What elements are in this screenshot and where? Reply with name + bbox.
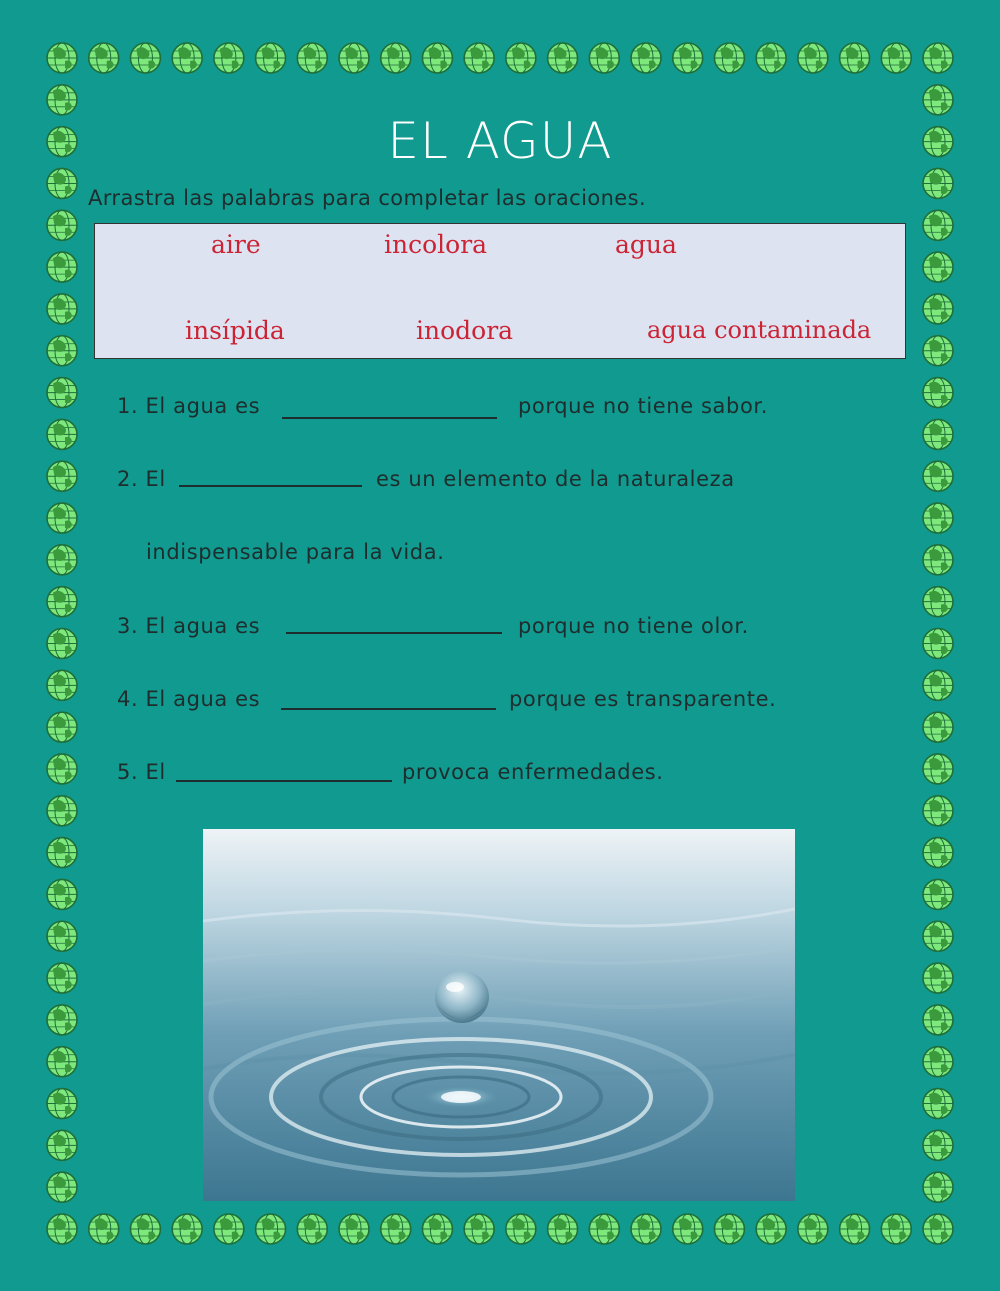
globe-icon [47, 545, 77, 575]
globe-icon [923, 210, 953, 240]
globe-icon [506, 43, 536, 73]
globe-icon [923, 1172, 953, 1202]
sentence-2-ending: es un elemento de la naturaleza [376, 467, 735, 491]
globe-icon [923, 545, 953, 575]
globe-icon [47, 629, 77, 659]
draggable-word-insipida[interactable]: insípida [185, 316, 285, 345]
water-drop-icon [435, 971, 489, 1023]
globe-icon [923, 168, 953, 198]
drop-blank-1[interactable] [282, 395, 497, 419]
draggable-word-incolora[interactable]: incolora [384, 230, 488, 259]
draggable-word-agua[interactable]: agua [615, 230, 677, 259]
globe-icon [923, 838, 953, 868]
draggable-word-inodora[interactable]: inodora [416, 316, 514, 345]
globe-icon [339, 43, 369, 73]
sentence-number: 4. [117, 687, 139, 711]
sentence-3-ending: porque no tiene olor. [518, 614, 749, 638]
draggable-word-aire[interactable]: aire [211, 230, 261, 259]
worksheet-title: EL AGUA [387, 112, 613, 170]
sentence-number: 5. [117, 760, 139, 784]
globe-icon [923, 670, 953, 700]
globe-icon [923, 461, 953, 491]
globe-icon [464, 43, 494, 73]
drop-blank-4[interactable] [281, 686, 496, 710]
globe-icon [47, 838, 77, 868]
globe-icon [47, 670, 77, 700]
sentence-5-ending: provoca enfermedades. [402, 760, 664, 784]
globe-icon [172, 43, 202, 73]
globe-icon [47, 252, 77, 282]
globe-icon [297, 1214, 327, 1244]
drop-blank-5[interactable] [176, 758, 392, 782]
globe-icon [798, 1214, 828, 1244]
sentence-number: 1. [117, 394, 139, 418]
globe-icon [381, 1214, 411, 1244]
globe-icon [47, 1130, 77, 1160]
globe-icon [47, 461, 77, 491]
sentence-5 [117, 760, 166, 784]
drop-blank-2[interactable] [179, 463, 362, 487]
globe-icon [714, 1214, 744, 1244]
globe-icon [381, 43, 411, 73]
globe-icon [548, 1214, 578, 1244]
sentence-text-before: El [145, 467, 166, 491]
globe-icon [923, 252, 953, 282]
globe-icon [923, 378, 953, 408]
globe-icon [256, 1214, 286, 1244]
globe-icon [47, 754, 77, 784]
globe-icon [47, 503, 77, 533]
globe-icon [47, 43, 77, 73]
drop-blank-3[interactable] [286, 610, 502, 634]
sentence-4-ending: porque es transparente. [509, 687, 777, 711]
globe-icon [756, 1214, 786, 1244]
globe-icon [47, 1089, 77, 1119]
sentence-text-before: El agua es [145, 394, 261, 418]
globe-icon [923, 43, 953, 73]
globe-icon [923, 629, 953, 659]
globe-icon [47, 419, 77, 449]
instruction-text: Arrastra las palabras para completar las oraciones. [88, 186, 647, 210]
globe-icon [506, 1214, 536, 1244]
globe-icon [47, 378, 77, 408]
globe-icon [923, 1047, 953, 1077]
globe-icon [673, 1214, 703, 1244]
globe-icon [881, 43, 911, 73]
sentence-text-before: El agua es [145, 614, 261, 638]
globe-icon [714, 43, 744, 73]
globe-icon [589, 43, 619, 73]
globe-icon [214, 1214, 244, 1244]
globe-icon [47, 1005, 77, 1035]
globe-icon [923, 921, 953, 951]
globe-icon [47, 210, 77, 240]
globe-icon [923, 419, 953, 449]
globe-icon [47, 712, 77, 742]
sentence-4 [117, 687, 260, 711]
globe-icon [47, 85, 77, 115]
globe-icon [631, 43, 661, 73]
globe-icon [172, 1214, 202, 1244]
sentence-text-before: El agua es [145, 687, 261, 711]
sentence-1 [117, 394, 260, 418]
globe-icon [47, 168, 77, 198]
globe-icon [47, 1214, 77, 1244]
globe-icon [923, 587, 953, 617]
globe-icon [881, 1214, 911, 1244]
globe-icon [214, 43, 244, 73]
globe-icon [47, 879, 77, 909]
globe-icon [798, 43, 828, 73]
water-drop-photo [203, 829, 795, 1201]
globe-icon [923, 712, 953, 742]
globe-icon [923, 1130, 953, 1160]
globe-icon [923, 963, 953, 993]
globe-icon [923, 294, 953, 324]
globe-icon [89, 1214, 119, 1244]
globe-icon [923, 503, 953, 533]
globe-icon [840, 1214, 870, 1244]
globe-icon [756, 43, 786, 73]
globe-icon [47, 1047, 77, 1077]
globe-icon [47, 336, 77, 366]
globe-icon [923, 879, 953, 909]
globe-icon [923, 754, 953, 784]
globe-icon [130, 1214, 160, 1244]
sentence-number: 3. [117, 614, 139, 638]
globe-icon [923, 1214, 953, 1244]
globe-icon [548, 43, 578, 73]
sentence-3 [117, 614, 260, 638]
globe-icon [464, 1214, 494, 1244]
sentence-2 [117, 467, 166, 491]
globe-icon [422, 1214, 452, 1244]
globe-icon [47, 796, 77, 826]
globe-icon [840, 43, 870, 73]
draggable-word-agua-contaminada[interactable]: agua contaminada [647, 316, 872, 344]
globe-icon [47, 963, 77, 993]
globe-icon [923, 1005, 953, 1035]
globe-icon [47, 294, 77, 324]
globe-icon [339, 1214, 369, 1244]
sentence-number: 2. [117, 467, 139, 491]
word-bank [94, 223, 906, 359]
globe-icon [89, 43, 119, 73]
globe-icon [256, 43, 286, 73]
globe-icon [631, 1214, 661, 1244]
globe-icon [422, 43, 452, 73]
globe-icon [923, 796, 953, 826]
globe-icon [47, 921, 77, 951]
globe-icon [130, 43, 160, 73]
sentence-1-ending: porque no tiene sabor. [518, 394, 768, 418]
globe-icon [923, 85, 953, 115]
globe-icon [47, 1172, 77, 1202]
globe-icon [673, 43, 703, 73]
globe-icon [923, 1089, 953, 1119]
globe-icon [923, 336, 953, 366]
globe-icon [589, 1214, 619, 1244]
sentence-2-continuation: indispensable para la vida. [146, 540, 445, 564]
globe-icon [297, 43, 327, 73]
sentence-text-before: El [145, 760, 166, 784]
globe-icon [47, 587, 77, 617]
